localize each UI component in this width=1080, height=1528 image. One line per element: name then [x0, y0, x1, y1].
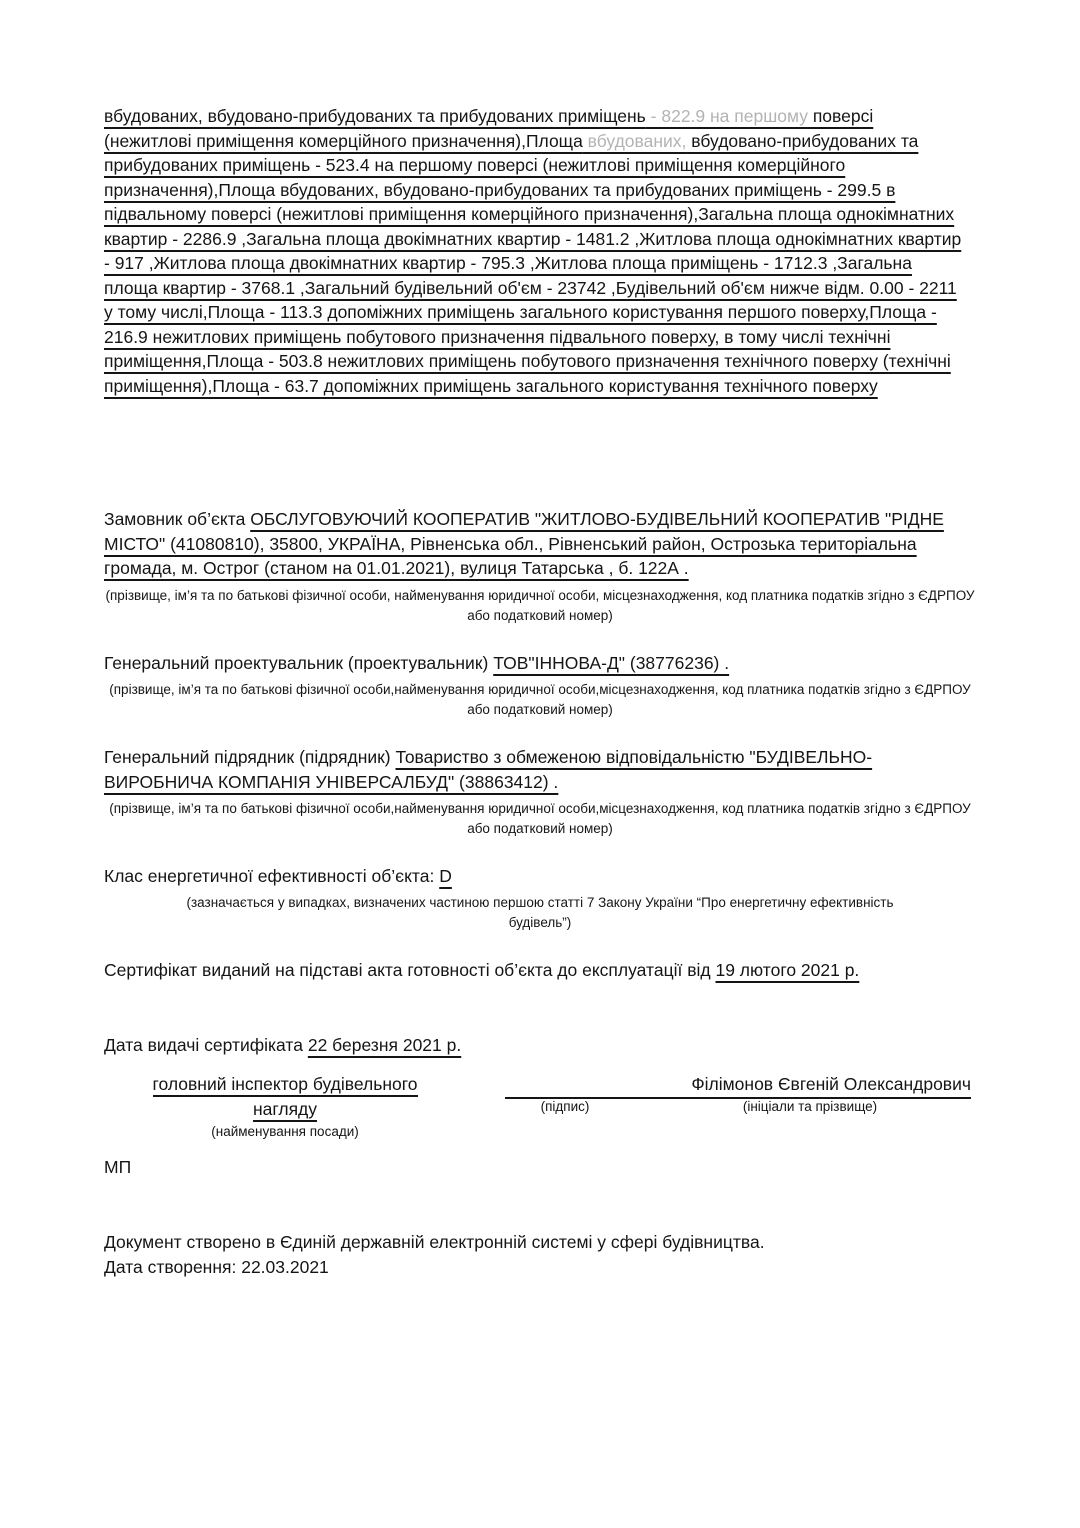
- footer-line-1: Документ створено в Єдиній державній електронній системі у сфері будівництва.: [104, 1232, 765, 1252]
- designer-label: Генеральний проектувальник (проектувальник): [104, 653, 489, 673]
- customer-label: Замовник об’єкта: [104, 509, 246, 529]
- basis-value: 19 лютого 2021 р.: [715, 960, 860, 980]
- position-line-1: головний інспектор будівельного: [153, 1074, 418, 1097]
- energy-label: Клас енергетичної ефективності об’єкта:: [104, 866, 435, 886]
- customer-note: (прізвище, ім’я та по батькові фізичної особи, найменування юридичної особи, місцезнаходження, код платника податків згідно з ЄДРПОУ або податковий номер): [105, 588, 975, 623]
- issue-date-value: 22 березня 2021 р.: [307, 1035, 462, 1055]
- signatory-position: [120, 1072, 450, 1097]
- energy-note: (зазначається у випадках, визначених частиною першою статті 7 Закону України “Про енергетичну ефективність будівель”): [186, 895, 894, 930]
- contractor-value: Товариство з обмеженою відповідальністю "БУДІВЕЛЬНО-ВИРОБНИЧА КОМПАНІЯ УНІВЕРСАЛБУД" (38863412) .: [104, 747, 873, 792]
- customer-block: [104, 507, 976, 581]
- designer-value: ТОВ"ІННОВА-Д" (38776236) .: [493, 653, 730, 673]
- intro-text-faded-1: - 822.9 на першому: [645, 106, 808, 126]
- intro-text-main: вбудованих, вбудовано-прибудованих та прибудованих приміщень: [104, 106, 646, 126]
- signatory-position-2: [120, 1097, 450, 1122]
- footer-line-2: Дата створення: 22.03.2021: [104, 1257, 329, 1277]
- intro-text-2: поверсі (нежитлові приміщення комерційного призначення),Площа: [104, 106, 874, 151]
- position-line-2: нагляду: [253, 1099, 317, 1122]
- stamp-mark: МП: [104, 1157, 132, 1177]
- energy-value: D: [439, 866, 452, 886]
- signatory-name: Філімонов Євгеній Олександрович: [505, 1072, 971, 1099]
- customer-value: ОБСЛУГОВУЮЧИЙ КООПЕРАТИВ "ЖИТЛОВО-БУДІВЕЛЬНИЙ КООПЕРАТИВ "РІДНЕ МІСТО" (41080810), 35800, УКРАЇНА, Рівненська обл., Рівненський район, Острозька територіальна громада, м. Острог (станом на 01.01.2021), вулиця Татарська , б. 122А .: [104, 509, 944, 578]
- designer-note: (прізвище, ім’я та по батькові фізичної особи,найменування юридичної особи,місцезнаходження, код платника податків згідно з ЄДРПОУ або податковий номер): [109, 682, 971, 717]
- designer-block: [104, 651, 976, 676]
- object-characteristics: [104, 104, 964, 398]
- contractor-label: Генеральний підрядник (підрядник): [104, 747, 391, 767]
- name-caption: (ініціали та прізвище): [742, 1099, 878, 1114]
- intro-text-3: вбудовано-прибудованих та прибудованих приміщень - 523.4 на першому поверсі (нежитлові приміщення комерційного призначення),Площа вбудованих, вбудовано-прибудованих та прибудованих приміщень - 299.5 в підвальному поверсі (нежитлові приміщення комерційного призначення),Загальна площа однокімнатних квартир - 2286.9 ,Загальна площа двокімнатних квартир - 1481.2 ,Житлова площа однокімнатних квартир - 917 ,Житлова площа двокімнатних квартир - 795.3 ,Житлова площа приміщень - 1712.3 ,Загальна площа квартир - 3768.1 ,Загальний будівельний об'єм - 23742 ,Будівельний об'єм нижче відм. 0.00 - 2211 у тому числі,Площа - 113.3 допоміжних приміщень загального користування першого поверху,Площа - 216.9 нежитлових приміщень побутового призначення підвального поверху, в тому числі технічні приміщення,Площа - 503.8 нежитлових приміщень побутового призначення технічного поверху (технічні приміщення),Площа - 63.7 допоміжних приміщень загального користування технічного поверху: [104, 130, 962, 396]
- energy-block: [104, 864, 976, 889]
- basis-block: [104, 958, 976, 983]
- signature-caption: (підпис): [540, 1099, 590, 1114]
- contractor-block: [104, 745, 976, 794]
- contractor-note: (прізвище, ім’я та по батькові фізичної особи,найменування юридичної особи,місцезнаходження, код платника податків згідно з ЄДРПОУ або податковий номер): [109, 801, 971, 836]
- basis-label: Сертифікат виданий на підставі акта готовності об’єкта до експлуатації від: [104, 960, 711, 980]
- intro-text-faded-2: вбудованих,: [582, 130, 687, 151]
- position-caption: (найменування посади): [211, 1124, 359, 1139]
- issue-date-block: [104, 1033, 976, 1058]
- issue-date-label: Дата видачі сертифіката: [104, 1035, 303, 1055]
